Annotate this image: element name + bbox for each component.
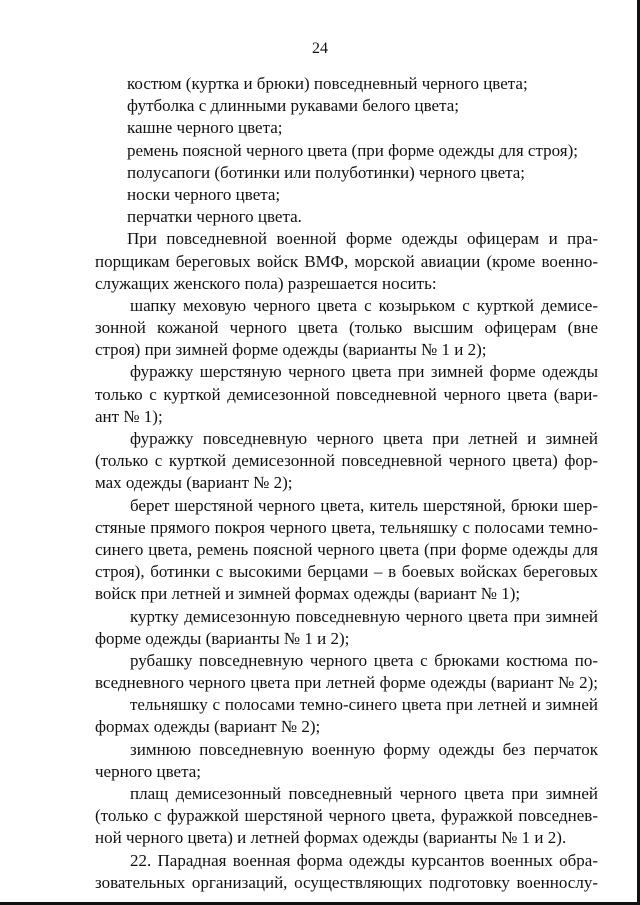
text-line: рубашку повседневную черного цвета с брюками костюма по- bbox=[130, 650, 598, 670]
text-line: строя), ботинки с высокими берцами – в боевых войсках береговых bbox=[95, 562, 598, 582]
text-line: (только с курткой демисезонной повседневной черного цвета) фор- bbox=[95, 451, 598, 471]
text-line: тельняшку с полосами темно-синего цвета при летней и зимней bbox=[130, 695, 598, 715]
text-line: ремень поясной черного цвета (при форме одежды для строя); bbox=[127, 140, 578, 160]
document-body bbox=[95, 73, 598, 894]
page-number: 24 bbox=[312, 40, 328, 57]
text-line: ант № 1); bbox=[95, 406, 163, 426]
text-line: синего цвета, ремень поясной черного цвета (при форме одежды для bbox=[95, 539, 598, 559]
text-line: фуражку повседневную черного цвета при летней и зимней bbox=[130, 429, 598, 448]
text-line: футболка с длинными рукавами белого цвета; bbox=[127, 96, 459, 116]
text-line: формах одежды (вариант № 2); bbox=[95, 717, 321, 737]
text-line: зовательных организаций, осуществляющих подготовку военнослу- bbox=[95, 872, 598, 892]
text-line: носки черного цвета; bbox=[127, 184, 281, 204]
text-line: только с курткой демисезонной повседневной черного цвета (вари- bbox=[95, 384, 598, 404]
text-line: кашне черного цвета; bbox=[127, 118, 283, 138]
text-line: При повседневной военной форме одежды офицерам и пра- bbox=[127, 229, 598, 249]
text-line: служащих женского пола) разрешается носить: bbox=[95, 273, 437, 293]
text-line: мах одежды (вариант № 2); bbox=[95, 473, 293, 493]
text-line: куртку демисезонную повседневную черного цвета при зимней bbox=[130, 606, 598, 626]
text-line: фуражку шерстяную черного цвета при зимней форме одежды bbox=[130, 362, 598, 382]
text-line: войск при летней и зимней формах одежды (вариант № 1); bbox=[95, 584, 521, 604]
text-line: стяные прямого покроя черного цвета, тельняшку с полосами темно- bbox=[95, 517, 598, 537]
text-line: зимнюю повседневную военную форму одежды без перчаток bbox=[130, 739, 598, 759]
text-line: 22. Парадная военная форма одежды курсантов военных обра- bbox=[130, 850, 598, 870]
text-line: (только с фуражкой шерстяной черного цвета, фуражкой повседнев- bbox=[95, 806, 598, 826]
text-line: плащ демисезонный повседневный черного цвета при зимней bbox=[130, 784, 598, 803]
text-line: шапку меховую черного цвета с козырьком с курткой демисе- bbox=[130, 295, 598, 315]
text-line: порщикам береговых войск ВМФ, морской авиации (кроме военно- bbox=[95, 251, 598, 271]
text-line: перчатки черного цвета. bbox=[127, 207, 302, 227]
text-line: вседневного черного цвета при летней форме одежды (вариант № 2); bbox=[95, 673, 598, 693]
text-line: полусапоги (ботинки или полуботинки) черного цвета; bbox=[127, 162, 526, 182]
text-line: зонной кожаной черного цвета (только высшим офицерам (вне bbox=[95, 318, 598, 338]
text-line: костюм (куртка и брюки) повседневный черного цвета; bbox=[127, 74, 528, 93]
text-line: берет шерстяной черного цвета, китель шерстяной, брюки шер- bbox=[130, 495, 598, 515]
text-line: форме одежды (варианты № 1 и 2); bbox=[95, 628, 350, 648]
text-line: ной черного цвета) и летней формах одежды (варианты № 1 и 2). bbox=[95, 828, 567, 848]
text-line: черного цвета; bbox=[95, 761, 201, 781]
text-line: строя) при зимней форме одежды (варианты № 1 и 2); bbox=[95, 340, 487, 360]
